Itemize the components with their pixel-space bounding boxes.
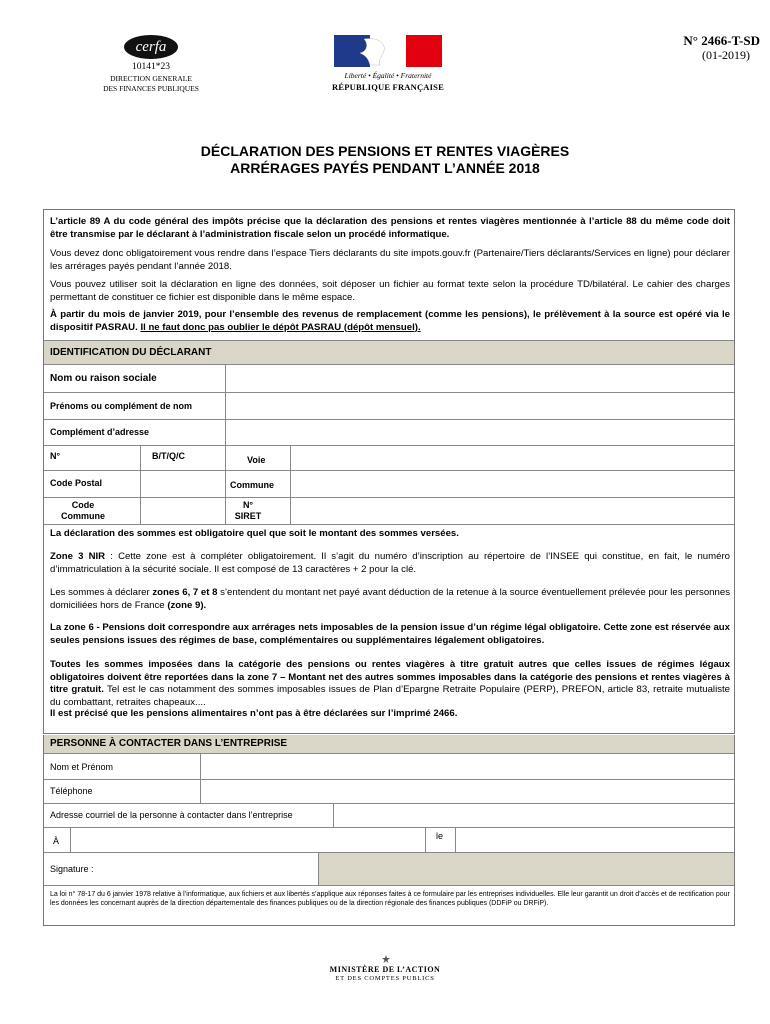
contact-nom-label: Nom et Prénom — [50, 762, 114, 772]
direction-line2: DES FINANCES PUBLIQUES — [103, 84, 199, 93]
contact-email-input[interactable] — [334, 804, 733, 827]
commune-label: Commune — [230, 480, 275, 490]
siret-line1: N° — [242, 500, 254, 510]
intro-paragraph-4 — [50, 309, 730, 334]
direction-name — [80, 74, 222, 94]
identification-header: IDENTIFICATION DU DÉCLARANT — [44, 340, 734, 365]
code-postal-label: Code Postal — [50, 478, 103, 488]
title-line1: DÉCLARATION DES PENSIONS ET RENTES VIAGÈRES — [200, 143, 570, 159]
code-commune-input[interactable] — [141, 498, 224, 524]
form-date: (01-2019) — [702, 48, 750, 62]
contact-tel-label: Téléphone — [50, 786, 93, 796]
grid-line — [44, 524, 734, 525]
numero-input[interactable] — [70, 446, 139, 470]
cnil-notice: La loi n° 78-17 du 6 janvier 1978 relative à l’informatique, aux fichiers et aux libertés s’applique aux réponses faites à ce formulaire par les entreprises individuelles. Elle leur garantit un droit d’accès et de rectification pour les données les concernant auprès de la direction départementale des finances publiques ou de la direction régionale des finances publiques (DDFiP ou DRFiP). — [50, 891, 730, 908]
intro-paragraph-3: Vous pouvez utiliser soit la déclaration en ligne des données, soit déposer un fichier au format texte selon la procédure TD/bilatéral. Le cahier des charges permettant de constituer ce fichier est disponible dans le même espace. — [50, 279, 730, 303]
zones-text-b: zones 6, 7 et 8 — [152, 587, 218, 598]
direction-line1: DIRECTION GENERALE — [110, 74, 192, 83]
zone7-text: Tel est le cas notamment des sommes imposables issues de Plan d’Epargne Retraite Populaire (PERP), PREFON, article 83, retraite mutualiste du combattant, retraites chapeaux.... — [50, 684, 730, 708]
title-line2: ARRÉRAGES PAYÉS PENDANT L’ANNÉE 2018 — [230, 160, 540, 176]
contact-tel-input[interactable] — [201, 780, 733, 803]
code-commune-line2: Commune — [60, 511, 105, 521]
code-commune-line1: Code — [71, 500, 95, 510]
instruction-obligation: La déclaration des sommes est obligatoire quel que soit le montant des sommes versées. — [50, 528, 459, 539]
cerfa-logo: cerfa — [124, 35, 178, 59]
prenoms-label: Prénoms ou complément de nom — [50, 401, 193, 411]
prenoms-input[interactable] — [226, 393, 733, 419]
numero-label: N° — [50, 451, 61, 461]
contact-nom-input[interactable] — [201, 755, 733, 779]
contact-email-label: Adresse courriel de la personne à contacter dans l’entreprise — [50, 810, 293, 820]
contact-header: PERSONNE À CONTACTER DANS L’ENTREPRISE — [44, 735, 734, 754]
instruction-zones-678 — [50, 587, 730, 612]
pasrau-notice: À partir du mois de janvier 2019, pour l’ensemble des revenus de remplacement (comme les pensions), le prélèvement à la source est opéré via le dispositif PASRAU. — [50, 309, 730, 333]
instruction-zone7 — [50, 659, 730, 709]
siret-line2: SIRET — [234, 511, 262, 521]
form-number: N° 2466-T-SD — [683, 33, 760, 48]
voie-label: Voie — [247, 455, 266, 465]
ministry-line2: ET DES COMPTES PUBLICS — [335, 975, 435, 982]
grid-line — [225, 445, 226, 524]
contact-lieu-label: À — [53, 836, 60, 846]
contact-date-label: le — [436, 831, 444, 841]
siret-label — [228, 500, 268, 522]
ministry-emblem-icon — [382, 955, 390, 963]
grid-line — [44, 885, 734, 886]
instruction-zone3 — [50, 551, 730, 576]
zones-text-a: Les sommes à déclarer — [50, 587, 153, 598]
complement-input[interactable] — [226, 420, 733, 445]
intro-paragraph-1: L’article 89 A du code général des impôts précise que la déclaration des pensions et rentes viagères mentionnée à l’article 88 du même code doit être transmise par le déclarant à l’administration fiscale selon un procédé informatique. — [50, 216, 730, 240]
contact-date-input[interactable] — [456, 828, 733, 852]
voie-input[interactable] — [291, 446, 733, 470]
page-title — [60, 143, 710, 177]
grid-line — [140, 445, 141, 470]
ministry-line1: MINISTÈRE DE L’ACTION — [329, 965, 441, 974]
marianne-logo — [334, 35, 442, 67]
code-postal-input[interactable] — [141, 471, 224, 497]
signature-label: Signature : — [50, 864, 94, 874]
cerfa-number: 10141*23 — [132, 62, 170, 72]
republique-francaise: RÉPUBLIQUE FRANÇAISE — [332, 82, 444, 92]
commune-input[interactable] — [291, 471, 733, 497]
zone7-text-bold: Toutes les sommes imposées dans la catégorie des pensions ou rentes viagères à titre gratuit autres que celles issues de régimes légaux obligatoires doivent être reportées dans la zone 7 – Montant net des autres sommes imposables dans la catégorie des pensions et rentes viagères à titre gratuit. — [50, 659, 730, 695]
zone3-title: Zone 3 NIR — [50, 551, 106, 562]
siret-input[interactable] — [291, 498, 733, 524]
contact-lieu-input[interactable] — [71, 828, 424, 852]
instruction-zone6: La zone 6 - Pensions doit correspondre aux arrérages nets imposables de la pension issue d’un régime légal obligatoire. Cette zone est réservée aux seules pensions issues des régimes de base, complémentaires ou supplémentaires légalement obligatoires. — [50, 622, 730, 646]
pasrau-reminder: Il ne faut donc pas oublier le dépôt PASRAU (dépôt mensuel). — [140, 321, 421, 333]
btqc-input[interactable] — [196, 446, 224, 470]
grid-line — [425, 827, 426, 852]
zone3-text: : Cette zone est à compléter obligatoirement. Il s’agit du numéro d’inscription au répertoire de l’INSEE qui constitue, en fait, le numéro d’immatriculation à la sécurité sociale. Il est composé de 13 caractères + 2 pour la clé. — [50, 551, 730, 575]
intro-paragraph-2: Vous devez donc obligatoirement vous rendre dans l’espace Tiers déclarants du site impots.gouv.fr (Partenaire/Tiers déclarants/Services en ligne) pour déclarer les arrérages payés pendant l’année 2018. — [50, 248, 730, 272]
nom-input[interactable] — [226, 366, 733, 392]
complement-label: Complément d’adresse — [50, 427, 150, 437]
code-commune-label — [50, 500, 116, 522]
instruction-pensions-alimentaires: Il est précisé que les pensions alimentaires n’ont pas à être déclarées sur l’imprimé 2466. — [50, 708, 458, 719]
nom-label: Nom ou raison sociale — [50, 373, 157, 384]
republic-motto: Liberté • Égalité • Fraternité — [344, 71, 432, 80]
zones-text-c: s’entendent du montant net payé avant déduction de la retenue à la source éventuellement prélevée pour les personnes domiciliées hors de France — [50, 587, 730, 611]
signature-area[interactable] — [319, 853, 734, 885]
btqc-label: B/T/Q/C — [152, 451, 185, 461]
zones-text-d: (zone 9). — [167, 599, 207, 611]
